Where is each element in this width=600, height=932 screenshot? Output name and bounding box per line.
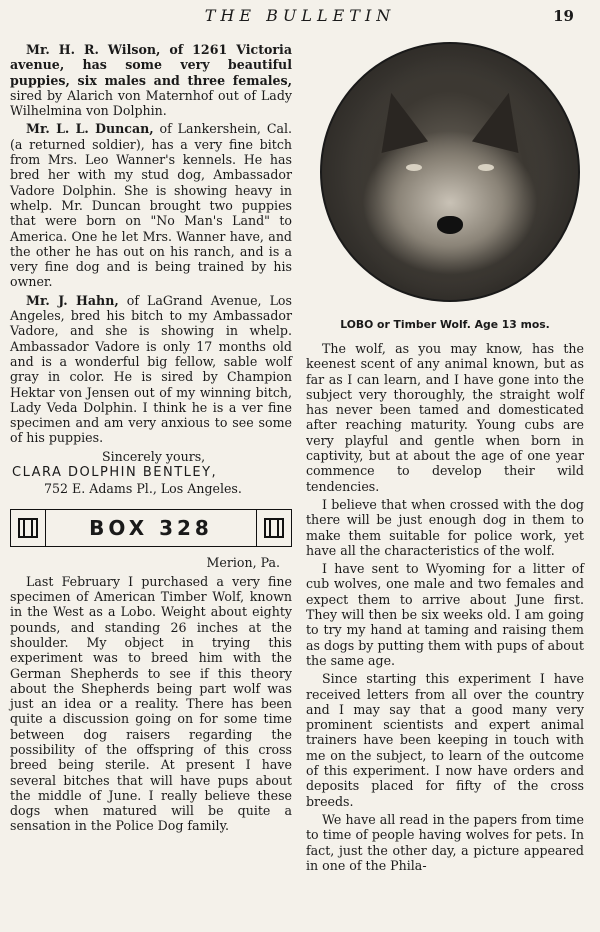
letter-signoff bbox=[10, 449, 292, 497]
box-title: BOX 328 bbox=[89, 515, 213, 540]
page-number: 19 bbox=[553, 7, 574, 25]
paragraph-hahn: Mr. J. Hahn, of LaGrand Avenue, Los Angeles, bred his bitch to my Ambassador Vadore, and she is showing in whelp. Ambassador Vadore is only 17 months old and is a wonderful big fellow, sable wolf gray in color. He is sired by Champion Hektar von Jensen out of my winning bitch, Lady Veda Dolphin. I think he is a ver fine specimen and am very anxious to see some of his puppies. bbox=[10, 292, 292, 446]
dateline: Merion, Pa. bbox=[206, 554, 280, 570]
left-column bbox=[10, 42, 292, 837]
paragraph-timber-wolf: Last February I purchased a very fine specimen of American Timber Wolf, known in the West as a Lobo. Weight about eighty pounds, and standing 26 inches at the shoulder. My object in trying this experiment was to breed him with the German Shepherds to see if this theory about the Shepherds being part wolf was just an idea or a reality. There has been quite a discussion going on for some time between dog raisers regarding the possibility of the offspring of this cross breed being sterile. At present I have several bitches that will have pups about the middle of June. I really believe these dogs when matured will be quite a sensation in the Police Dog family. bbox=[10, 573, 292, 834]
ornament-right-icon bbox=[256, 510, 291, 546]
paragraph-police-work: I believe that when crossed with the dog there will be just enough dog in them to make them suitable for police work, yet have all the characteristics of the wolf. bbox=[306, 496, 584, 558]
paragraph-pets: We have all read in the papers from time to time of people having wolves for pets. In fact, just the other day, a picture appeared in one of the Phila- bbox=[306, 811, 584, 873]
right-column bbox=[306, 42, 584, 876]
closing: Sincerely yours, bbox=[102, 448, 206, 464]
paragraph-duncan: Mr. L. L. Duncan, of Lankershein, Cal. (a returned soldier), has a very fine bitch from Mrs. Leo Wanner's kennels. He has bred her with my stud dog, Ambassador Vadore Dolphin. She is showing heavy in whelp. Mr. Duncan brought two puppies that were born on "No Man's Land" to America. One he let Mrs. Wanner have, and the other he has out on his ranch, and is a very fine dog and is being trained by his owner. bbox=[10, 121, 292, 290]
signature-address: 752 E. Adams Pl., Los Angeles. bbox=[44, 480, 242, 496]
paragraph-scent: The wolf, as you may know, has the keenest scent of any animal known, but as far as I can learn, and I have gone into the subject very thoroughly, the straight wolf has never been tamed and domesticated after reaching maturity. Young cubs are very playful and gentle when born in captivity, but at about the age of one year commence to develop their wild tendencies. bbox=[306, 341, 584, 494]
paragraph-letters: Since starting this experiment I have received letters from all over the country and I may say that a good many very prominent scientists and expert animal trainers have been keeping in touch with me on the subject, to learn of the outcome of this experiment. I now have orders and deposits placed for fifty of the cross breeds. bbox=[306, 671, 584, 809]
running-title: THE BULLETIN bbox=[204, 6, 396, 25]
photo-caption: LOBO or Timber Wolf. Age 13 mos. bbox=[340, 318, 550, 331]
ornament-left-icon bbox=[11, 510, 46, 546]
signature-name: CLARA DOLPHIN BENTLEY, bbox=[12, 464, 218, 480]
page-header bbox=[0, 6, 600, 30]
paragraph-wilson: Mr. H. R. Wilson, of 1261 Victoria avenue, has some very beautiful puppies, six males and three females, sired by Alarich von Maternhof out of Lady Wilhelmina von Dolphin. bbox=[10, 42, 292, 119]
paragraph-wyoming: I have sent to Wyoming for a litter of cub wolves, one male and two females and expect them to arrive about June first. They will then be six weeks old. I am going to try my hand at taming and raising them as dogs by putting them with pups of about the same age. bbox=[306, 561, 584, 668]
wolf-photo-figure bbox=[306, 42, 584, 312]
section-box-heading bbox=[10, 509, 292, 547]
wolf-photo bbox=[320, 42, 580, 302]
